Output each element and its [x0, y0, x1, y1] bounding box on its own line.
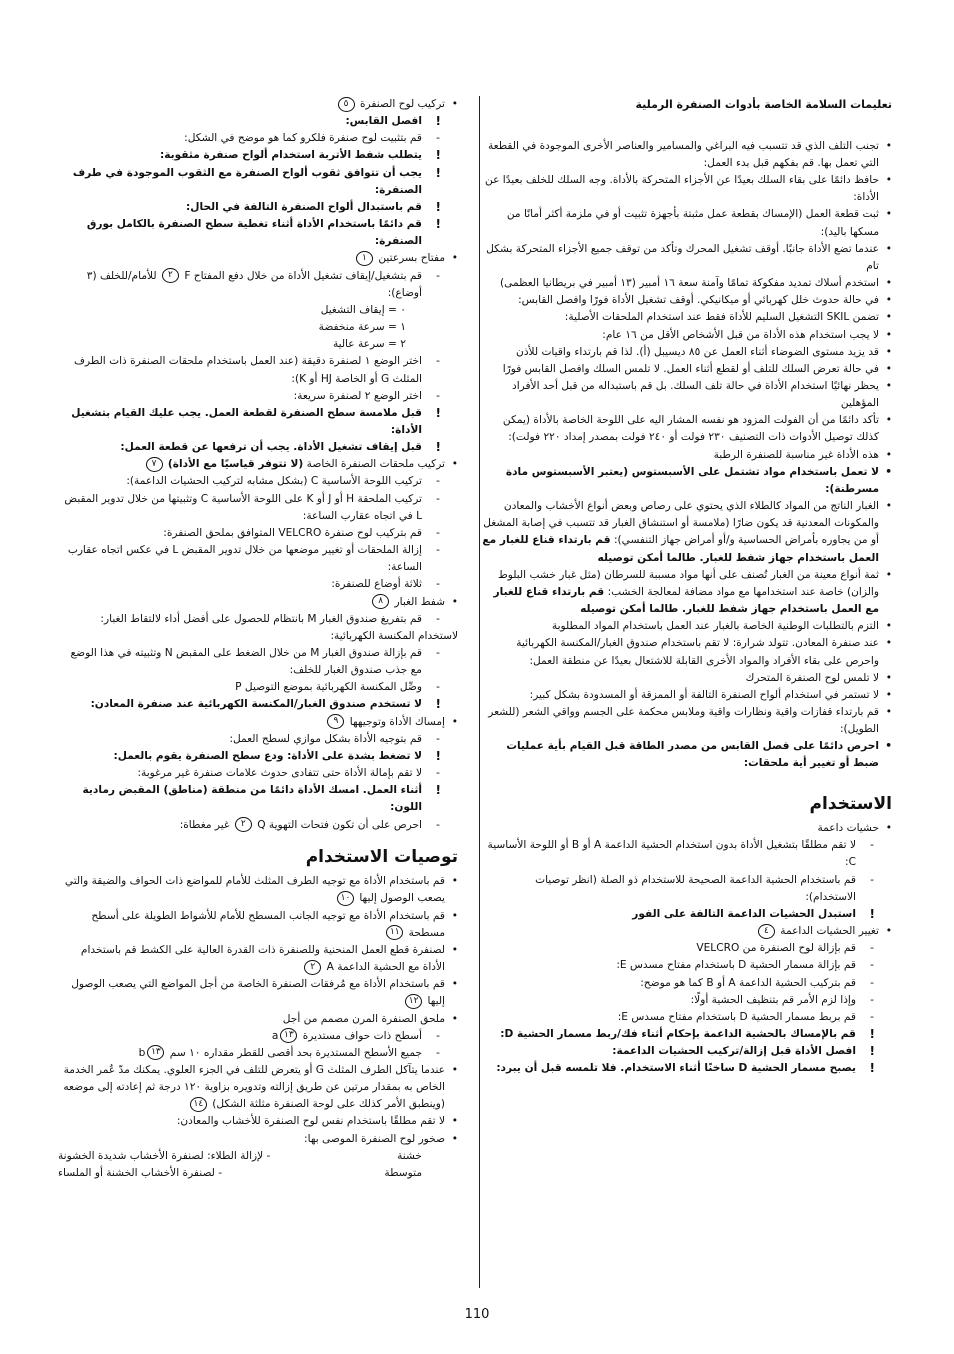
list-item [58, 976, 458, 1010]
right-column [482, 96, 892, 1077]
dust-label: شفط الغبار [394, 595, 445, 608]
figure-number: ١١ [386, 925, 403, 940]
sub-item: - قم بتركيب الحشية الداعمة A أو B كما هو موضح: [482, 975, 892, 992]
figure-number: ١٠ [337, 891, 354, 906]
warning-item: ! استبدل الحشيات الداعمة التالفة على الفور [482, 906, 892, 923]
warning-item: ! يتطلب شفط الأتربة استخدام ألواح صنفرة مثقوبة: [58, 147, 458, 164]
list-item [58, 594, 458, 611]
sub-item: - قم بإزالة مسمار الحشية D باستخدام مفتاح مسدس E: [482, 957, 892, 974]
vent-text-tail: غير مغطاة: [179, 818, 230, 831]
tip-text: قم باستخدام الأداة مع توجيه الجانب المسطح للأمام للأشواط الطويلة على أسطح مسطحة [91, 909, 445, 939]
list-item: • لا تعمل باستخدام مواد تشتمل على الأسبستوس (يعتبر الأسبستوس مادة مسرطنة): [482, 464, 892, 498]
list-item: • يحظر نهائيًا استخدام الأداة في حالة تلف السلك. بل قم باستبداله من قبل أحد الأفراد المؤهلين [482, 378, 892, 412]
figure-number: ٨ [372, 594, 389, 609]
sub-item: - قم بربط مسمار الحشية D باستخدام مفتاح مسدس E: [482, 1009, 892, 1026]
sub-item [58, 1045, 458, 1062]
figure-number: ٢ [235, 817, 252, 832]
flex-text: أسطح ذات حواف مستديرة [302, 1029, 422, 1042]
list-item [58, 96, 458, 113]
sub-item: - لا تقم بإمالة الأداة حتى تتفادى حدوث علامات صنفرة غير مرغوبة: [58, 765, 458, 782]
warning-item: ! افصل القابس: [58, 113, 458, 130]
sub-item: - وصِّل المكنسة الكهربائية بموضع التوصيل P [58, 679, 458, 696]
tip-text: قم باستخدام الأداة مع مُرفقات الصنفرة الخاصة من أجل المواضع التي يصعب الوصول إليها [71, 978, 445, 1008]
list-item: • لا تلمس لوح الصنفرة المتحرك [482, 670, 892, 687]
list-item: • قم بارتداء قفازات واقية ونظارات واقية وملابس محكمة على الجسم وواقي الشعر (للشعر الطويل): [482, 704, 892, 738]
sub-item: - قم بتفريغ صندوق الغبار M بانتظام للحصول على أفضل أداء لالتقاط الغبار: [58, 611, 458, 628]
paper-row [58, 1165, 458, 1182]
paper-grade: متوسطة [384, 1166, 422, 1179]
warning-item: ! قبل ملامسة سطح الصنفرة لقطعة العمل. يجب عليك القيام بتشغيل الأداة: [58, 405, 458, 439]
figure-number: ١٤ [190, 1097, 207, 1112]
warning-item: ! قم باستبدال ألواح الصنفرة التالفة في الحال: [58, 199, 458, 216]
list-item: • لا يجب استخدام هذه الأداة من قبل الأشخاص الأقل من ١٦ عام: [482, 327, 892, 344]
list-item: • ملحق الصنفرة المرن مصمم من أجل [58, 1011, 458, 1028]
mode-item: ٢ = سرعة عالية [332, 338, 406, 351]
sub-item [58, 817, 458, 834]
sub-item: - وإذا لزم الأمر قم بتنظيف الحشية أولًا: [482, 992, 892, 1009]
attach-label-bold: (لا تتوفر قياسيًا مع الأداة) [167, 458, 304, 471]
sub-item [58, 268, 458, 302]
plain-text: لاستخدام المكنسة الكهربائية: [330, 629, 458, 642]
safety-title: تعليمات السلامة الخاصة بأدوات الصنفرة الرملية [635, 98, 892, 111]
rotate-text: عندما يتآكل الطرف المثلث G أو يتعرض للتلف في الجزء العلوي. يمكنك مدّ عُمر الخدمة الخاص به بمقدار مرتين عن طريق إزالته وتدويره بزاوية ١٢٠ درجة ثم إعادته إلى موضعه (وينطبق الأمر كذلك على لوحة الصنفرة مثلثة الشكل) [63, 1063, 445, 1111]
use-title: الاستخدام [809, 793, 892, 814]
dust-text: ثمة أنواع معينة من الغبار تُصنف على أنها مواد مسببة للسرطان (مثل غبار خشب البلوط والزان) خاصة عند استخدامها مع مواد مضافة لمعالجة الخشب: [497, 568, 879, 598]
list-item [482, 567, 892, 618]
figure-suffix: b [138, 1046, 146, 1059]
paper-use: - لصنفرة الأخشاب الخشنة أو الملساء [58, 1166, 223, 1179]
list-item [58, 1062, 458, 1113]
page-number: 110 [464, 1307, 490, 1322]
tip-text: قم باستخدام الأداة مع توجيه الطرف المثلث للأمام للمواضع ذات الحواف والضيقة والتي يصعب الوصول إليها [64, 875, 445, 905]
warning-item: ! لا تستخدم صندوق الغبار/المكنسة الكهربائية عند صنفرة المعادن: [58, 696, 458, 713]
list-item: • تضمن SKIL التشغيل السليم للأداة فقط عند استخدام الملحقات الأصلية: [482, 309, 892, 326]
list-item [58, 908, 458, 942]
vent-text: احرص على أن تكون فتحات التهوية Q [257, 818, 422, 831]
figure-number: ١ [356, 251, 373, 266]
figure-number: ١٢ [405, 994, 422, 1009]
list-item: • احرص دائمًا على فصل القابس من مصدر الطاقة قبل القيام بأية عمليات ضبط أو تغيير أية ملحقات: [482, 738, 892, 772]
sub-item: - اختر الوضع ١ لصنفرة دقيقة (عند العمل باستخدام ملحقات الصنفرة ذات الطرف المثلث G أو الخاصة HJ أو K): [58, 353, 458, 387]
warning-item: ! قم دائمًا باستخدام الأداة أثناء تغطية سطح الصنفرة بالكامل بورق الصنفرة: [58, 216, 458, 250]
list-item: • استخدم أسلاك تمديد مفكوكة تمامًا وآمنة سعة ١٦ أمبير (١٣ أمبير في بريطانيا العظمى) [482, 275, 892, 292]
list-item: • قد يزيد مستوى الضوضاء أثناء العمل عن ٨٥ ديسيبل (أ). لذا قم بارتداء واقيات للأذن [482, 344, 892, 361]
figure-suffix: a [271, 1029, 279, 1042]
left-column [58, 96, 458, 1182]
attach-label: تركيب ملحقات الصنفرة الخاصة [306, 458, 445, 471]
switch-text: قم بتشغيل/إيقاف تشغيل الأداة من خلال دفع المفتاح F [184, 269, 422, 282]
sub-item: - لا تقم مطلقًا بتشغيل الأداة بدون استخدام الحشية الداعمة A أو B أو اللوحة الأساسية C: [482, 837, 892, 871]
list-item: • هذه الأداة غير مناسبة للصنفرة الرطبة [482, 447, 892, 464]
warning-item: ! أثناء العمل. امسك الأداة دائمًا من منطقة (مناطق) المقبض رمادية اللون: [58, 782, 458, 816]
figure-number: ١٣ [147, 1045, 164, 1060]
dust-warning: قم بارتداء قناع للغبار مع العمل باستخدام جهاز شفط للغبار. طالما أمكن توصيله [493, 585, 879, 616]
sub-item: - ثلاثة أوضاع للصنفرة: [58, 576, 458, 593]
sub-item: - اختر الوضع ٢ لصنفرة سريعة: [58, 388, 458, 405]
list-item [482, 923, 892, 940]
list-item: • في حالة تعرض السلك للتلف أو لقطع أثناء العمل. لا تلمس السلك وافصل القابس فورًا [482, 361, 892, 378]
mount-label: تركيب لوح الصنفرة [359, 98, 445, 110]
figure-number: ٢ [304, 960, 321, 975]
warning-item: ! قبل إيقاف تشغيل الأداة. يجب أن ترفعها عن قطعة العمل: [58, 439, 458, 456]
list-item [58, 250, 458, 267]
column-divider [479, 96, 480, 1288]
list-item: • ثبت قطعة العمل (الإمساك بقطعة عمل مثبتة بأجهزة تثبيت أو في ملزمة أكثر أمانًا من مسكها باليد): [482, 206, 892, 240]
figure-number: ٢ [162, 268, 179, 283]
switch-label: مفتاح بسرعتين [378, 252, 445, 265]
flex-text: جميع الأسطح المستديرة بحد أقصى للقطر مقداره ١٠ سم [169, 1046, 422, 1059]
warning-item: ! افصل الأداة قبل إزالة/تركيب الحشيات الداعمة: [482, 1043, 892, 1060]
dust-warning: قم بارتداء قناع للغبار مع العمل باستخدام جهاز شفط للغبار. طالما أمكن توصيله [482, 534, 879, 564]
warning-item: ! لا تضغط بشدة على الأداة: ودع سطح الصنفرة يقوم بالعمل: [58, 748, 458, 765]
switch-text-tail: للأمام/للخلف (٣ أوضاع): [86, 269, 422, 299]
warning-item: ! يصبح مسمار الحشية D ساخنًا أثناء الاستخدام. فلا تلمسه قبل أن يبرد: [482, 1060, 892, 1077]
list-item: • صخور لوح الصنفرة الموصى بها: [58, 1131, 458, 1148]
list-item [58, 873, 458, 907]
list-item: • حافظ دائمًا على بقاء السلك بعيدًا عن الأجزاء المتحركة بالأداة. وجه السلك للخلف بعيدًا عن الأداة: [482, 172, 892, 206]
sub-item: - قم باستخدام الحشية الداعمة الصحيحة للاستخدام ذو الصلة (انظر توصيات الاستخدام): [482, 872, 892, 906]
sub-item: - قم بتثبيت لوح صنفرة فلكرو كما هو موضح في الشكل: [58, 130, 458, 147]
list-item: • التزم بالتطلبات الوطنية الخاصة بالغبار عند العمل باستخدام المواد المطلوبة [482, 618, 892, 635]
list-item: • عندما تضع الأداة جانبًا. أوقف تشغيل المحرك وتأكد من توقف جميع الأجزاء المتحركة بشكل تام [482, 241, 892, 275]
warning-item: ! يجب أن تتوافق ثقوب ألواح الصنفرة مع الثقوب الموجودة في طرف الصنفرة: [58, 165, 458, 199]
paper-use: - لإزالة الطلاء: لصنفرة الأخشاب شديدة الخشونة [58, 1149, 271, 1162]
sub-item: - تركيب اللوحة الأساسية C (بشكل مشابه لتركيب الحشيات الداعمة): [58, 473, 458, 490]
dust-text: الغبار الناتج من المواد كالطلاء الذي يحتوي على رصاص وبعض أنواع الأخشاب والمعادن والمكونات المعدنية قد يكون ضارًا (ملامسة أو استنشاق الغبار قد تتسبب في إصابة المشغل أو من يجاوره بأمراض الحساسية و/أو أمراض جهاز التنفسي): [483, 500, 879, 547]
list-item: • تجنب التلف الذي قد تتسبب فيه البراغي والمسامير والعناصر الأخرى الموجودة في القطعة التي تعمل بها. قم بفكهم قبل بدء العمل: [482, 138, 892, 172]
list-item: • عند صنفرة المعادن. تتولد شرارة: لا تقم باستخدام صندوق الغبار/المكنسة الكهربائية واحرص على بقاء الأفراد والمواد الأخرى القابلة للاشتعال بعيدًا عن منطقة العمل: [482, 635, 892, 669]
tip-text: لصنفرة قطع العمل المنحنية وللصنفرة ذات القدرة العالية على الكشط قم باستخدام الأداة مع الحشية الداعمة A [80, 943, 445, 974]
sub-item: - قم بتوجيه الأداة بشكل موازي لسطح العمل: [58, 731, 458, 748]
change-label: تغيير الحشيات الداعمة [780, 925, 879, 938]
warning-item: ! قم بالإمساك بالحشية الداعمة بإحكام أثناء فك/ربط مسمار الحشية D: [482, 1026, 892, 1043]
sub-item: - تركيب الملحقة H أو J أو K على اللوحة الأساسية C وتثبيتها من خلال تدوير المقبض L في اتجاه عقارب الساعة: [58, 491, 458, 525]
paper-row [58, 1148, 458, 1165]
figure-number: ٤ [758, 924, 775, 939]
tips-title: توصيات الاستخدام [305, 846, 458, 867]
list-item [58, 942, 458, 976]
figure-number: ٩ [327, 714, 344, 729]
mode-item: ١ = سرعة منخفضة [318, 321, 406, 334]
list-item: • لا تستمر في استخدام ألواح الصنفرة التالفة أو الممزقة أو المسدودة بشكل كبير: [482, 687, 892, 704]
figure-number: ٥ [338, 97, 355, 112]
list-item [58, 456, 458, 473]
list-item: • حشيات داعمة [482, 820, 892, 837]
figure-number: ٧ [146, 457, 163, 472]
sub-item: - قم بإزالة لوح الصنفرة من VELCRO [482, 940, 892, 957]
sub-item [58, 1028, 458, 1045]
paper-grade: خشنة [397, 1149, 422, 1162]
list-item: • لا تقم مطلقًا باستخدام نفس لوح الصنفرة للأخشاب والمعادن: [58, 1113, 458, 1130]
sub-item: - إزالة الملحقات أو تغيير موضعها من خلال تدوير المقبض L في عكس اتجاه عقارب الساعة: [58, 542, 458, 576]
list-item: • في حالة حدوث خلل كهربائي أو ميكانيكي. أوقف تشغيل الأداة فورًا وافصل القابس: [482, 292, 892, 309]
list-item: • تأكد دائمًا من أن الفولت المزود هو نفسه المشار اليه على اللوحة الخاصة بالأداة (يمكن كذلك توصيل الأدوات ذات التصنيف ٢٣٠ فولت أو ٢٤٠ فولت بمصدر إمداد ٢٢٠ فولت): [482, 412, 892, 446]
list-item [482, 498, 892, 567]
mode-item: ٠ = إيقاف التشغيل [320, 303, 406, 316]
sub-item: - قم بإزالة صندوق الغبار M من خلال الضغط على المقبض N وتثبيته في هذا الوضع مع جذب صندوق الغبار للخلف: [58, 645, 458, 679]
hold-label: إمساك الأداة وتوجيهها [349, 715, 445, 728]
sub-item: - قم بتركيب لوح صنفرة VELCRO المتوافق بملحق الصنفرة: [58, 525, 458, 542]
list-item [58, 714, 458, 731]
figure-number: ١٣ [280, 1028, 297, 1043]
safety-list [482, 138, 892, 773]
